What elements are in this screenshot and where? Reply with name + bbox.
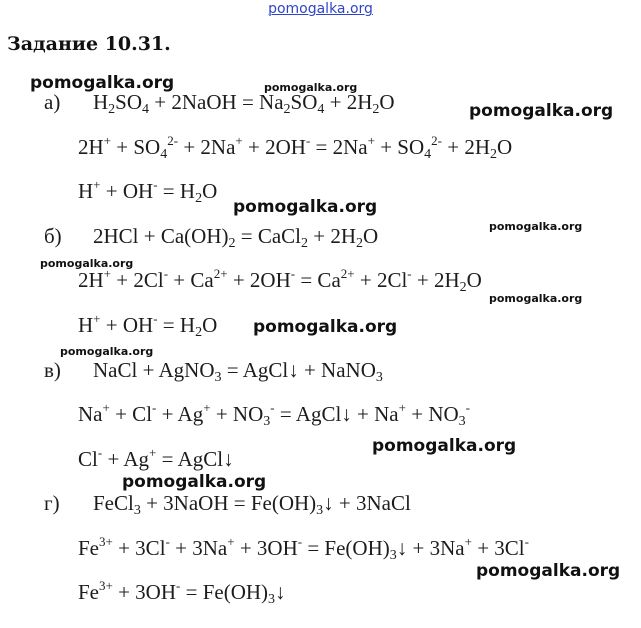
equation-a-full-ionic: $2H^+ + SO_4^{2-} + 2Na^+ + 2OH^- = 2Na^+ + SO_4^{2-} + 2H_2O$: [78, 133, 513, 162]
part-label-b: б): [44, 224, 62, 248]
watermark: pomogalka.org: [253, 317, 398, 337]
equation-d-full-ionic: $Fe^{3+} + 3Cl^- + 3Na^+ + 3OH^-$ = $Fe(OH)_3↓ + 3Na^+ + 3Cl^-$: [78, 534, 529, 563]
equation-b-full-ionic: $2H^+ + 2Cl^- + Ca^{2+} + 2OH^- = Ca^{2+} + 2Cl^- + 2H_2O$: [78, 266, 482, 295]
watermark: pomogalka.org: [489, 292, 583, 305]
equation-a-short-ionic: $H^+ + OH^- = H_2O$: [78, 177, 218, 206]
equation-text: FeCl$_3$ + 3NaOH = $Fe(OH)_3↓$ + 3NaCl: [93, 491, 411, 518]
watermark: pomogalka.org: [30, 73, 175, 93]
equation-c-full-ionic: $Na^+ + Cl^- + Ag^+ + NO_3^-$ = AgCl↓ + $Na^+ + NO_3^-$: [78, 400, 471, 429]
equation-d-molecular: [44, 491, 411, 518]
watermark: pomogalka.org: [233, 197, 378, 217]
watermark: pomogalka.org: [372, 436, 517, 456]
equation-text: $H_2SO_4$ + 2NaOH = $Na_2SO_4 + 2H_2O$: [93, 90, 395, 117]
watermark: pomogalka.org: [122, 472, 267, 492]
equation-d-short-ionic: $Fe^{3+} + 3OH^-$ = $Fe(OH)_3↓$: [78, 578, 286, 607]
equation-text: $2HCl + Ca(OH)_2$ = CaCl$_2$ + $2H_2O$: [93, 224, 379, 251]
watermark: pomogalka.org: [476, 561, 621, 581]
part-label-d: г): [44, 491, 60, 515]
equation-text: NaCl + AgNO$_3$ = AgCl↓ + NaNO$_3$: [93, 358, 383, 385]
watermark: pomogalka.org: [60, 345, 154, 358]
site-header-link[interactable]: pomogalka.org: [268, 1, 373, 17]
equation-c-molecular: [44, 358, 383, 385]
watermark: pomogalka.org: [489, 220, 583, 233]
watermark: pomogalka.org: [264, 81, 358, 94]
watermark: pomogalka.org: [469, 101, 614, 121]
part-label-a: а): [44, 90, 61, 114]
equation-b-short-ionic: $H^+ + OH^- = H_2O$: [78, 311, 218, 340]
equation-a-molecular: [44, 90, 395, 117]
task-title: Задание 10.31.: [7, 33, 171, 55]
part-label-c: в): [44, 358, 61, 382]
equation-b-molecular: [44, 224, 379, 251]
equation-c-short-ionic: Cl- + Ag+ = AgCl↓: [78, 445, 234, 471]
watermark: pomogalka.org: [40, 257, 134, 270]
